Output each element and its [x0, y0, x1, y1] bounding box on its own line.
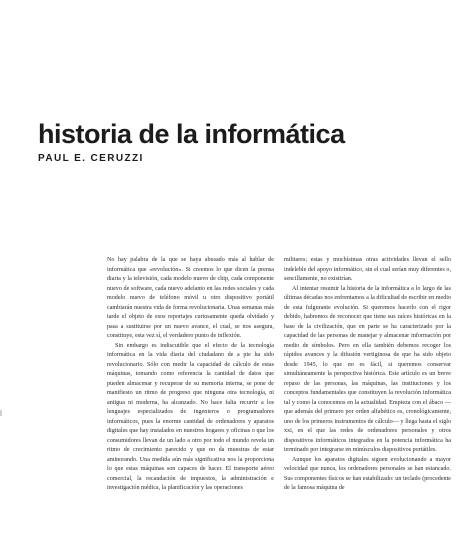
margin-mark [0, 410, 2, 416]
right-text-column [284, 256, 451, 494]
left-text-column [107, 256, 274, 494]
paragraph: Al intentar resumir la historia de la informática a lo largo de las últimas décadas nos enfrentamos a la dificultad de escribir en medio de esta fulgurante evolución. Si queremos hacerlo con el rigor debido, habremos de reconocer que tiene sus raíces históricas en la base de la civilización, que en parte se ha caracterizado por la capacidad de las personas de manejar y almacenar información por medio de símbolos. Pero en ella también debemos recoger los rápidos avances y la difusión vertiginosa de que ha sido objeto desde 1945, lo que no es fácil, si queremos conservar simultáneamente la perspectiva histórica. Este artículo es un breve repaso de las personas, las máquinas, las instituciones y los conceptos fundamentales que constituyen la revolución informática tal y como la conocemos en la actualidad. Empieza con el ábaco —que además del primero por orden alfabético es, cronológicamente, uno de los primeros instrumentos de cálculo— y llega hasta el siglo xxi, en el que las redes de ordenadores personales y otros dispositivos informáticos integrados en la potencia informática ha terminado por integrarse en minúsculos dispositivos portátiles. [284, 285, 451, 453]
paragraph: Sin embargo es indiscutible que el efecto de la tecnología informática en la vida diaria del ciudadano de a pie ha sido revolucionario. Sólo con medir la capacidad de cálculo de estas máquinas, tomando como referencia la cantidad de datos que pueden almacenar y recuperar de su memoria interna, se pone de manifiesto un ritmo de progreso que ninguna otra tecnología, ni antigua ni moderna, ha alcanzado. No hace falta recurrir a los lenguajes especializados de ingenieros o programadores informáticos, pues la enorme cantidad de ordenadores y aparatos digitales que hay instalados en nuestros hogares y oficinas o que los consumidores llevan de un lado a otro por todo el mundo revela un ritmo de crecimiento parecido y que no da muestras de estar aminorando. Una medida aún más significativa nos la proporciona lo que estas máquinas son capaces de hacer. El transporte aéreo comercial, la recaudación de impuestos, la administración e investigación médica, la planificación y las operaciones [107, 342, 274, 491]
article-author: PAUL E. CERUZZI [38, 153, 144, 164]
paragraph: militares; estas y muchísimas otras actividades llevan el sello indeleble del apoyo informático, sin el cual serían muy diferentes o, sencillamente, no existirían. [284, 257, 451, 282]
paragraph: Aunque los aparatos digitales siguen evolucionando a mayor velocidad que nunca, los ordenadores personales se han estancado. Sus componentes físicos se han estabilizado: un teclado (procedente de la famosa máquina de [284, 456, 451, 491]
article-title: historia de la informática [38, 119, 345, 149]
paragraph: No hay palabra de la que se haya abusado más al hablar de informática que «revolución». Si creemos lo que dicen la prensa diaria y la televisión, cada modelo nuevo de chip, cada componente nuevo de software, cada nuevo adelanto en las redes sociales y cada modelo nuevo de teléfono móvil u otro dispositivo portátil cambiarán nuestra vida de forma revolucionaria. Unas semanas más tarde el objeto de esos reportajes curiosamente queda olvidado y pasa a sustituirse por un nuevo avance, el cual, se nos asegura, constituye, esta vez sí, el verdadero punto de inflexión. [107, 257, 274, 339]
